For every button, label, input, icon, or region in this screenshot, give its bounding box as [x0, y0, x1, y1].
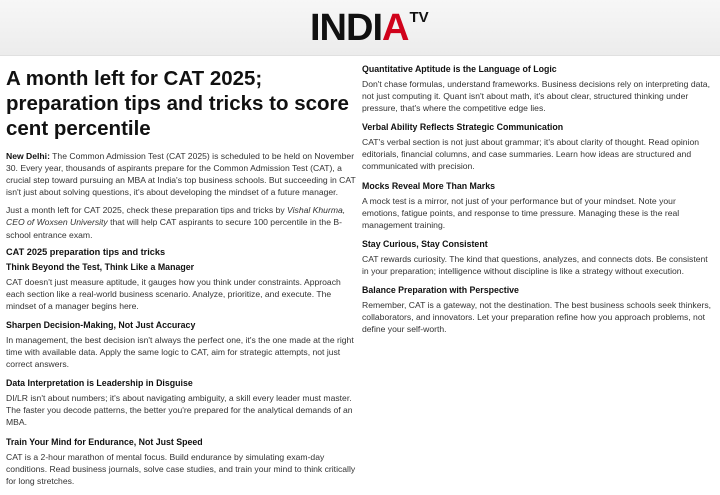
- intro-text: The Common Admission Test (CAT 2025) is scheduled to be held on November 30. Every year, thousands of aspirants prepare for the Common Admission Test (CAT), a crucial step toward pursuing an MBA at India's top business schools. But succeeding in CAT isn't just about solving questions, it's about developing the mindset of a future manager.: [6, 151, 356, 198]
- section-heading: Data Interpretation is Leadership in Disguise: [6, 378, 193, 389]
- section-body: CAT rewards curiosity. The kind that questions, analyzes, and connects dots. Be consistent in your preparation; intelligence without discipline is like a strategy without execution.: [362, 253, 708, 276]
- section-quant-aptitude: [362, 64, 714, 114]
- section-heading: Quantitative Aptitude is the Language of Logic: [362, 64, 557, 74]
- section-heading: Verbal Ability Reflects Strategic Communication: [362, 122, 564, 133]
- article-left-column: [6, 66, 356, 495]
- tips-heading: CAT 2025 preparation tips and tricks: [6, 246, 166, 257]
- section-heading: Stay Curious, Stay Consistent: [362, 238, 488, 249]
- section-heading: Mocks Reveal More Than Marks: [362, 180, 495, 191]
- section-body: Don't chase formulas, understand frameworks. Business decisions rely on interpreting data, not just computing it. Quant isn't about math, it's about clear, structured thinking under pressure, that's where the competitive edge lies.: [362, 79, 710, 114]
- section-body: CAT is a 2-hour marathon of mental focus. Build endurance by simulating exam-day conditions. Read business journals, solve case studies, and train your mind to think critically for long stretches.: [6, 451, 356, 486]
- section-mocks: [362, 181, 714, 231]
- section-verbal-ability: [362, 122, 714, 172]
- author-credit: Vishal Khurma, CEO of Woxsen University: [6, 205, 346, 228]
- section-body: CAT's verbal section is not just about grammar; it's about clarity of thought. Read opinion editorials, financial columns, and case summaries. Learn how ideas are structured and communicated with precision.: [362, 137, 700, 172]
- section-heading: Think Beyond the Test, Think Like a Manager: [6, 261, 195, 272]
- section-balance-perspective: [362, 285, 714, 335]
- section-body: CAT doesn't just measure aptitude, it gauges how you think under constraints. Approach each section like a real-world business scenario. Analyze, prioritize, and execute. The mindset of a manager begins here.: [6, 276, 341, 311]
- author-paragraph-tail: that will help CAT aspirants to secure 100 percentile in the B-school entrance exam.: [6, 217, 342, 240]
- intro-paragraph: [6, 150, 356, 198]
- section-heading: Sharpen Decision-Making, Not Just Accuracy: [6, 319, 196, 330]
- section-heading: Train Your Mind for Endurance, Not Just Speed: [6, 436, 203, 447]
- author-paragraph-lead: Just a month left for CAT 2025, check these preparation tips and tricks by: [6, 205, 288, 216]
- section-body: Remember, CAT is a gateway, not the destination. The best business schools seek thinkers, collaborators, and innovators. Let your preparation refine how you approach problems, not define your self-worth.: [362, 300, 712, 335]
- section-think-like-manager: [6, 262, 356, 312]
- section-body: In management, the best decision isn't always the perfect one, it's the one made at the right time with available data. Apply the same logic to CAT, aim for strategic attempts, not just correct answers.: [6, 334, 354, 370]
- section-body: A mock test is a mirror, not just of your performance but of your mindset. Note your emotions, fatigue points, and response to time pressure. Managing these is the real management training.: [362, 195, 680, 230]
- article-headline: A month left for CAT 2025; preparation tips and tricks to score cent percentile: [6, 67, 349, 140]
- section-data-interpretation: [6, 378, 356, 428]
- logo-wordmark: INDIA: [310, 7, 409, 49]
- section-endurance: [6, 437, 356, 487]
- site-header: [0, 0, 720, 56]
- section-body: DI/LR isn't about numbers; it's about navigating ambiguity, a skill every leader must master. The faster you decode patterns, the better you're prepared for the analytical demands of an MBA.: [6, 393, 353, 428]
- article-right-column: [362, 64, 714, 343]
- section-curious-consistent: [362, 239, 714, 277]
- logo-tv-mark: TV: [409, 9, 429, 26]
- section-decision-making: [6, 320, 356, 370]
- section-heading: Balance Preparation with Perspective: [362, 285, 519, 296]
- indiatv-logo[interactable]: [310, 8, 429, 48]
- dateline: New Delhi:: [6, 151, 50, 161]
- author-paragraph: [6, 204, 356, 240]
